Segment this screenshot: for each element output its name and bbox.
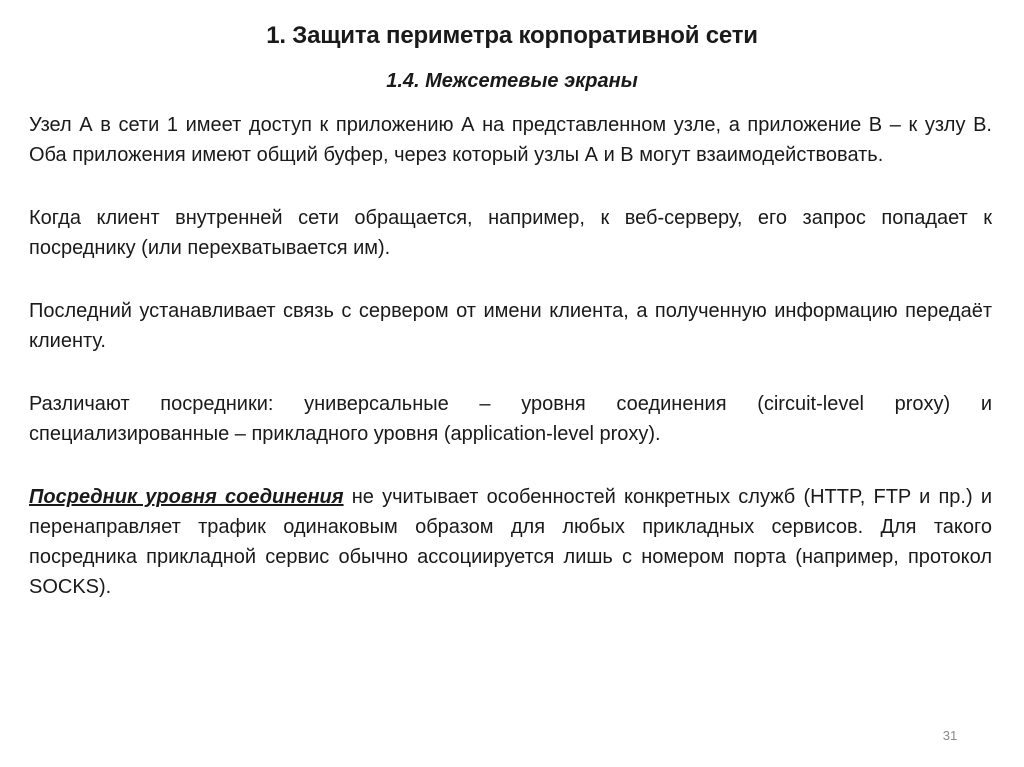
paragraph-proxy-connection: Последний устанавливает связь с сервером от имени клиента, а полученную информацию передаёт клиенту.	[29, 300, 992, 352]
slide-title: 1. Защита периметра корпоративной сети	[266, 22, 758, 49]
circuit-level-proxy-description: не учитывает особенностей конкретных служб (HTTP, FTP и пр.) и перенаправляет трафик одинаковым образом для любых прикладных сервисов. Для такого посредника прикладной сервис обычно ассоциируется лишь с номером порта (например, протокол SOCKS).	[29, 486, 993, 598]
paragraph-client-request: Когда клиент внутренней сети обращается, например, к веб-серверу, его запрос попадает к посреднику (или перехватывается им).	[29, 207, 992, 259]
paragraph-proxy-types: Различают посредники: универсальные – уровня соединения (circuit-level proxy) и специализированные – прикладного уровня (application-level proxy).	[29, 393, 992, 445]
paragraph-circuit-level-proxy	[29, 482, 992, 602]
term-circuit-level-proxy: Посредник уровня соединения	[29, 486, 344, 508]
slide-content	[29, 110, 992, 635]
slide-subtitle: 1.4. Межсетевые экраны	[386, 70, 638, 92]
page-number: 31	[942, 728, 958, 743]
paragraph-node-access: Узел А в сети 1 имеет доступ к приложению А на представленном узле, а приложение В – к узлу В. Оба приложения имеют общий буфер, через который узлы А и В могут взаимодействовать.	[29, 114, 992, 166]
